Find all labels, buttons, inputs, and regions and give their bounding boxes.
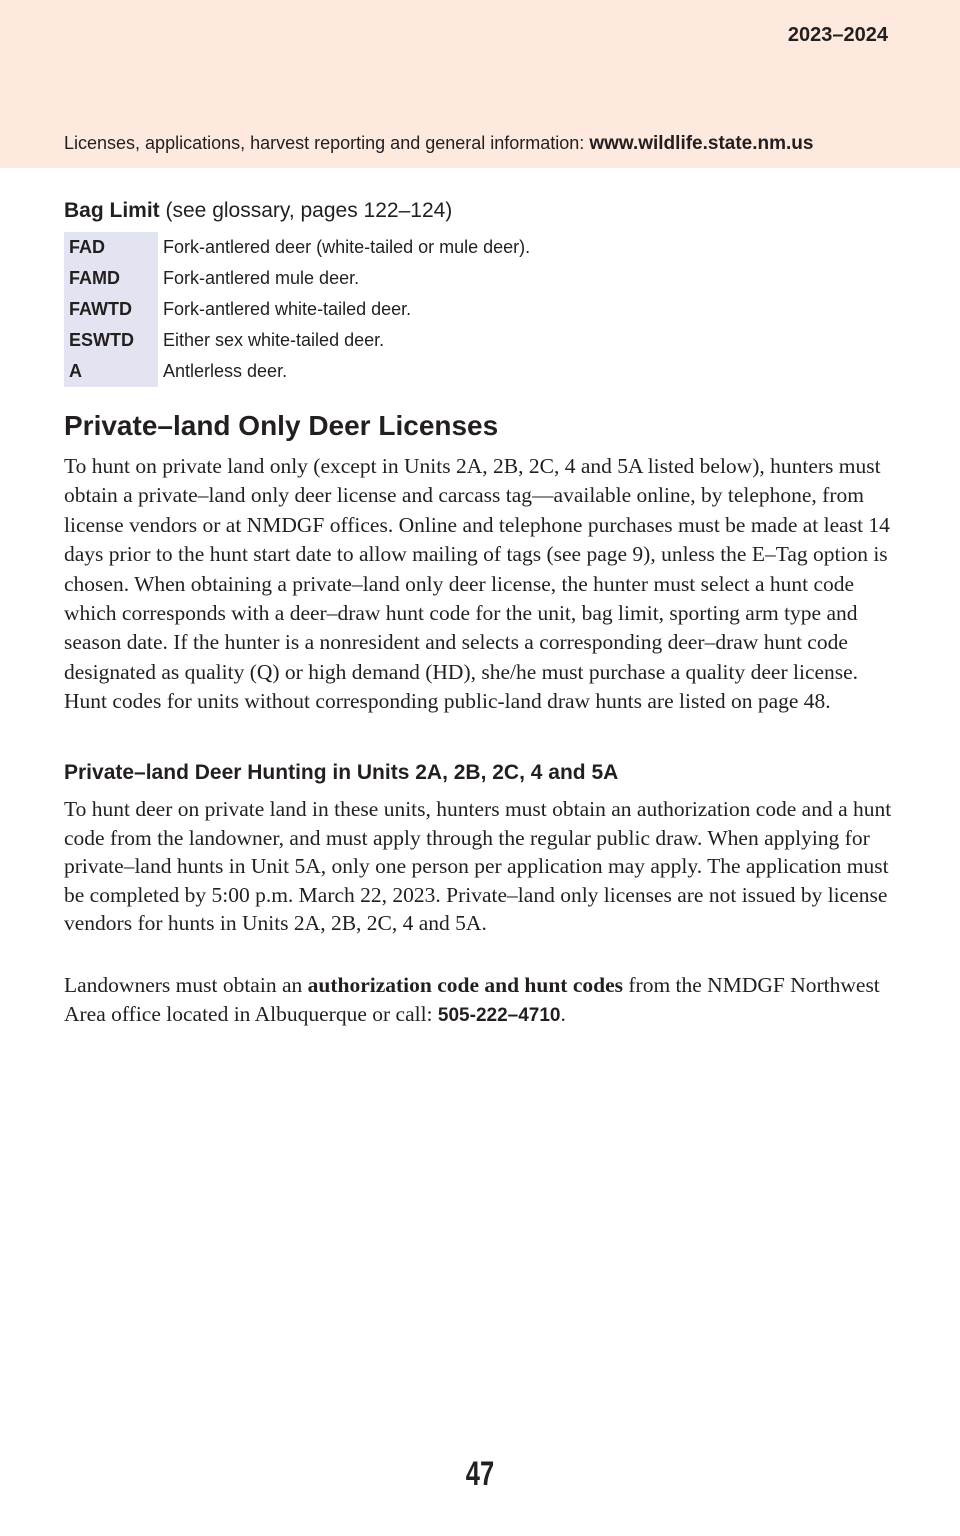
table-row [64, 294, 530, 325]
bag-code: FAWTD [64, 294, 158, 325]
bag-description: Fork-antlered mule deer. [163, 268, 360, 288]
landowner-text-middle: from the NMDGF Northwest Area office located in Albuquerque or call: [64, 973, 880, 1026]
bag-limit-note: (see glossary, pages 122–124) [159, 199, 453, 222]
bag-description: Either sex white-tailed deer. [163, 330, 385, 350]
info-line [64, 133, 813, 155]
subsection-title: Private–land Deer Hunting in Units 2A, 2B, 2C, 4 and 5A [64, 761, 619, 784]
landowner-text-end: . [560, 1001, 566, 1026]
bag-description: Fork-antlered white-tailed deer. [163, 299, 412, 319]
subsection-paragraph: To hunt deer on private land in these units, hunters must obtain an authorization code and a hunt code from the landowner, and must apply through the regular public draw. When applying for private–land hunts in Unit 5A, only one person per application may apply. The application must be completed by 5:00 p.m. March 22, 2023. Private–land only licenses are not issued by license vendors for hunts in Units 2A, 2B, 2C, 4 and 5A. [64, 797, 892, 936]
section-paragraph: To hunt on private land only (except in Units 2A, 2B, 2C, 4 and 5A listed below), hunters must obtain a private–land only deer license and carcass tag—available online, by telephone, from license vendors or at NMDGF offices. Online and telephone purchases must be made at least 14 days prior to the hunt start date to allow mailing of tags (see page 9), unless the E–Tag option is chosen. When obtaining a private–land only deer license, the hunter must select a hunt code which corresponds with a deer–draw hunt code for the unit, bag limit, sporting arm type and season date. If the hunter is a nonresident and selects a corresponding deer–draw hunt code designated as quality (Q) or high demand (HD), she/he must purchase a quality deer license. Hunt codes for units without corresponding public-land draw hunts are listed on page 48. [64, 454, 890, 714]
section-title: Private–land Only Deer Licenses [64, 410, 499, 441]
bag-code: A [64, 356, 158, 387]
table-row [64, 325, 530, 356]
table-row [64, 263, 530, 294]
bag-limit-heading [64, 199, 452, 223]
phone-number[interactable]: 505-222–4710 [437, 1004, 561, 1026]
authorization-emphasis: authorization code and hunt codes [307, 973, 623, 997]
edition-year: 2023–2024 [787, 24, 888, 46]
table-row [64, 356, 530, 387]
website-link[interactable]: www.wildlife.state.nm.us [589, 133, 814, 154]
bag-limit-title: Bag Limit [64, 199, 160, 222]
bag-description: Fork-antlered deer (white-tailed or mule deer). [163, 237, 531, 257]
table-row [64, 232, 530, 263]
bag-code: FAD [64, 232, 158, 263]
bag-limit-table [64, 232, 530, 387]
bag-code: FAMD [64, 263, 158, 294]
landowner-paragraph [64, 971, 904, 1030]
page-number: 47 [465, 1455, 495, 1493]
bag-code: ESWTD [64, 325, 158, 356]
info-prefix: Licenses, applications, harvest reporting and general information: [64, 133, 590, 153]
bag-description: Antlerless deer. [163, 361, 288, 381]
landowner-text-start: Landowners must obtain an [64, 973, 308, 997]
